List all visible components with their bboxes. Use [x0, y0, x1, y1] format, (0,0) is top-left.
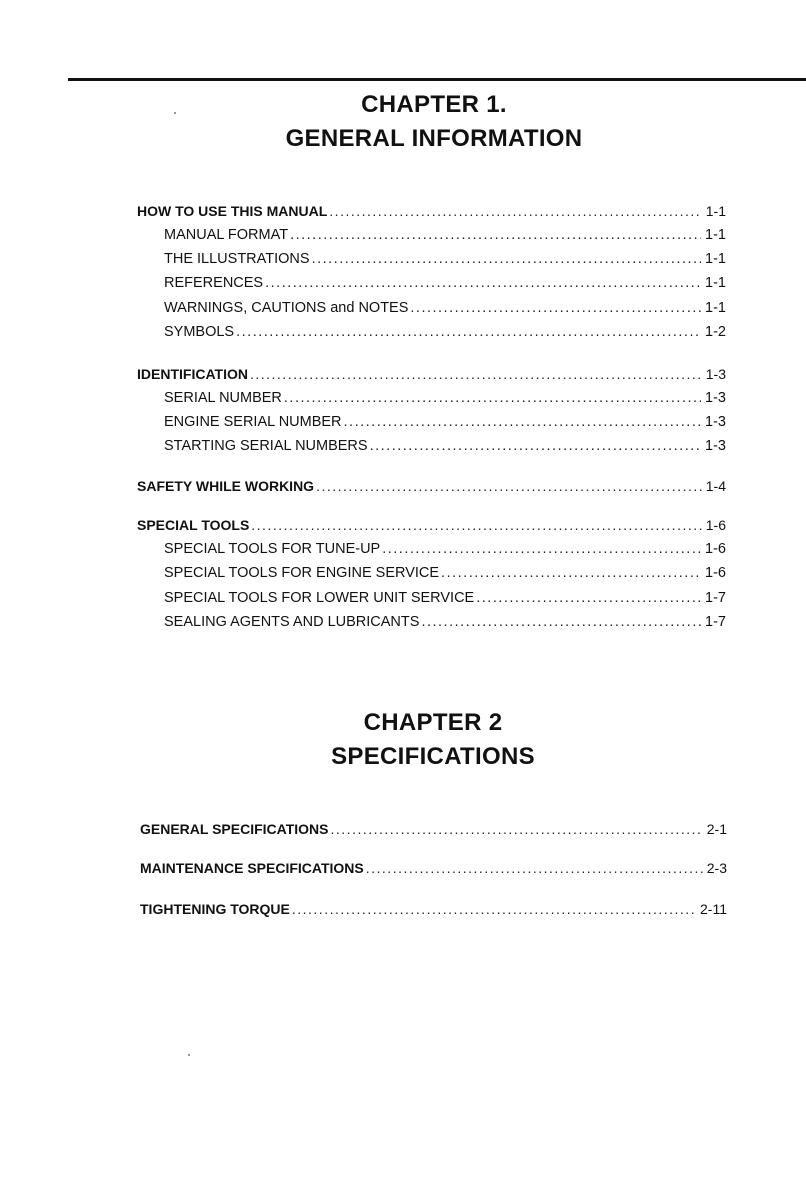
- toc-page-number: 1-1: [705, 275, 726, 291]
- toc-section-identification[interactable]: [137, 362, 726, 386]
- dot-leader: [265, 271, 701, 295]
- toc-page-number: 2-3: [706, 860, 727, 876]
- chapter-1-heading: [0, 88, 806, 156]
- toc-item-tools-lower-unit[interactable]: [164, 586, 726, 610]
- dot-leader: [344, 410, 702, 434]
- toc-item-warnings[interactable]: [164, 296, 726, 320]
- toc-section-label: IDENTIFICATION: [137, 366, 248, 382]
- dot-leader: [441, 561, 701, 585]
- toc-page-number: 2-11: [700, 901, 727, 917]
- toc-item-label: SPECIAL TOOLS FOR TUNE-UP: [164, 541, 381, 557]
- toc-page-number: 1-6: [705, 517, 726, 533]
- scan-speck: [174, 112, 176, 114]
- toc-page-number: 1-1: [705, 227, 726, 243]
- toc-section-label: TIGHTENING TORQUE: [140, 901, 290, 917]
- toc-page-number: 1-4: [705, 478, 726, 494]
- toc-item-engine-serial-number[interactable]: [164, 410, 726, 434]
- chapter-1-title: GENERAL INFORMATION: [285, 125, 583, 152]
- toc-item-label: SEALING AGENTS AND LUBRICANTS: [164, 614, 420, 630]
- toc-item-references[interactable]: [164, 271, 726, 295]
- toc-page-number: 1-3: [705, 366, 726, 382]
- dot-leader: [236, 320, 701, 344]
- dot-leader: [329, 199, 701, 223]
- toc-item-sealing-agents[interactable]: [164, 610, 726, 634]
- toc-section-special-tools[interactable]: [137, 513, 726, 537]
- chapter-2-title: SPECIFICATIONS: [331, 743, 535, 770]
- toc-item-tools-tune-up[interactable]: [164, 537, 726, 561]
- toc-item-label: SYMBOLS: [164, 324, 235, 340]
- toc-section-label: HOW TO USE THIS MANUAL: [137, 203, 328, 219]
- toc-item-label: STARTING SERIAL NUMBERS: [164, 438, 368, 454]
- toc-item-label: SPECIAL TOOLS FOR LOWER UNIT SERVICE: [164, 590, 475, 606]
- dot-leader: [250, 362, 702, 386]
- toc-page-number: 1-3: [705, 390, 726, 406]
- toc-page-number: 2-1: [706, 821, 727, 837]
- dot-leader: [290, 223, 701, 247]
- chapter-2-heading: [0, 706, 806, 774]
- toc-page-number: 1-1: [705, 251, 726, 267]
- toc-item-manual-format[interactable]: [164, 223, 726, 247]
- toc-page-number: 1-1: [705, 300, 726, 316]
- toc-item-label: WARNINGS, CAUTIONS and NOTES: [164, 300, 409, 316]
- dot-leader: [410, 296, 701, 320]
- toc-item-label: ENGINE SERIAL NUMBER: [164, 414, 342, 430]
- toc-section-general-specifications[interactable]: [140, 817, 727, 841]
- chapter-1-number: CHAPTER 1.: [361, 91, 507, 118]
- toc-item-illustrations[interactable]: [164, 247, 726, 271]
- scan-speck: [188, 1054, 190, 1056]
- dot-leader: [382, 537, 701, 561]
- toc-section-how-to-use[interactable]: [137, 199, 726, 223]
- dot-leader: [421, 610, 701, 634]
- toc-item-starting-serial-numbers[interactable]: [164, 434, 726, 458]
- dot-leader: [370, 434, 701, 458]
- dot-leader: [251, 513, 701, 537]
- dot-leader: [331, 817, 703, 841]
- toc-section-label: SPECIAL TOOLS: [137, 517, 250, 533]
- dot-leader: [476, 586, 701, 610]
- top-rule: [68, 78, 806, 81]
- dot-leader: [366, 856, 703, 880]
- toc-item-serial-number[interactable]: [164, 386, 726, 410]
- toc-item-label: THE ILLUSTRATIONS: [164, 251, 310, 267]
- dot-leader: [292, 897, 696, 921]
- toc-item-label: SERIAL NUMBER: [164, 390, 282, 406]
- toc-section-maintenance-specifications[interactable]: [140, 856, 727, 880]
- toc-page-number: 1-3: [705, 438, 726, 454]
- toc-page-number: 1-7: [705, 614, 726, 630]
- toc-item-label: REFERENCES: [164, 275, 264, 291]
- toc-page-number: 1-7: [705, 590, 726, 606]
- toc-section-tightening-torque[interactable]: [140, 897, 727, 921]
- dot-leader: [312, 247, 701, 271]
- toc-section-safety[interactable]: [137, 474, 726, 498]
- toc-section-label: MAINTENANCE SPECIFICATIONS: [140, 860, 364, 876]
- dot-leader: [316, 474, 702, 498]
- toc-page-number: 1-1: [705, 203, 726, 219]
- toc-item-label: MANUAL FORMAT: [164, 227, 289, 243]
- toc-item-tools-engine-service[interactable]: [164, 561, 726, 585]
- toc-page-number: 1-2: [705, 324, 726, 340]
- toc-section-label: GENERAL SPECIFICATIONS: [140, 821, 329, 837]
- toc-page-number: 1-6: [705, 541, 726, 557]
- toc-page-number: 1-3: [705, 414, 726, 430]
- toc-item-symbols[interactable]: [164, 320, 726, 344]
- dot-leader: [284, 386, 701, 410]
- toc-page-number: 1-6: [705, 565, 726, 581]
- toc-section-label: SAFETY WHILE WORKING: [137, 478, 315, 494]
- toc-item-label: SPECIAL TOOLS FOR ENGINE SERVICE: [164, 565, 440, 581]
- chapter-2-number: CHAPTER 2: [363, 709, 503, 736]
